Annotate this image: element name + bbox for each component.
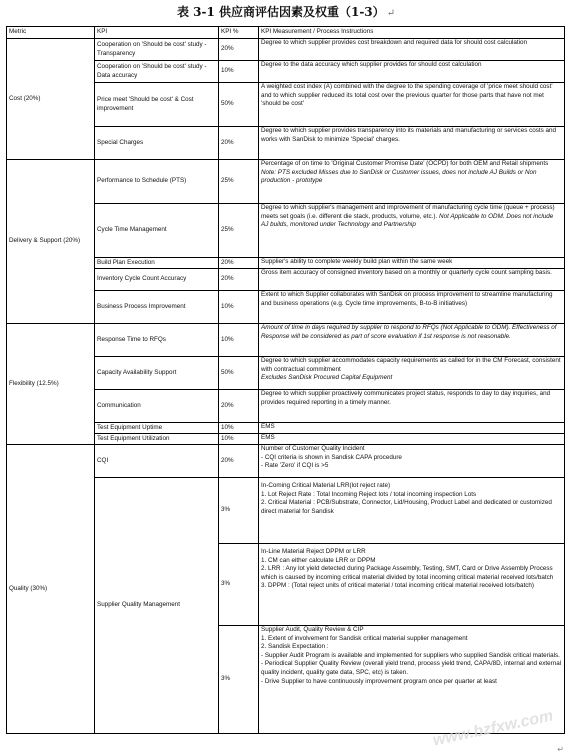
kpi-pct-cell: 3%	[219, 478, 259, 544]
kpi-pct-cell: 20%	[219, 39, 259, 61]
measurement-text: Degree to which supplier's management and improvement of manufacturing cycle time (queue + process) meets set goals (i.e. different die stack, products, volume, etc.).	[261, 204, 555, 220]
metric-cell: Delivery & Support (20%)	[7, 160, 95, 324]
kpi-cell: Build Plan Execution	[95, 258, 219, 269]
measurement-text: Degree to which supplier provides transparency into its materials and manufacturing or services costs and works with SanDisk to minimize 'Special' charges.	[261, 127, 557, 143]
measurement-text: 1. Lot Reject Rate : Total Incoming Reject lots / total incoming inspection Lots	[261, 490, 477, 498]
kpi-cell: Capacity Availability Support	[95, 357, 219, 390]
kpi-cell: CQI	[95, 445, 219, 478]
kpi-pct-cell: 10%	[219, 291, 259, 324]
measurement-cell	[259, 390, 565, 423]
measurement-text: EMS	[261, 423, 275, 430]
kpi-cell: Price meet 'Should be cost' & Cost improvement	[95, 83, 219, 127]
measurement-cell	[259, 478, 565, 544]
measurement-text: EMS	[261, 434, 275, 441]
measurement-text: - CQI criteria is shown in Sandisk CAPA procedure	[261, 453, 402, 461]
metric-cell: Flexibility (12.5%)	[7, 324, 95, 445]
kpi-cell: Test Equipment Utilization	[95, 434, 219, 445]
kpi-pct-cell: 20%	[219, 445, 259, 478]
header-kpi-pct: KPI %	[219, 27, 259, 39]
kpi-cell: Communication	[95, 390, 219, 423]
measurement-text: 3. DPPM : (Total reject units of critical material / total incoming critical material received lots/batch)	[261, 582, 534, 590]
measurement-text: 2. Sandisk Expectation :	[261, 643, 329, 651]
header-kpi: KPI	[95, 27, 219, 39]
measurement-text: 1. Extent of involvement for Sandisk critical material supplier management	[261, 634, 468, 642]
measurement-text: - Supplier Audit Program is available and implemented for suppliers who supplied Sandisk critical materials.	[261, 651, 560, 659]
measurement-cell	[259, 204, 565, 258]
measurement-text: Extent to which Supplier collaborates with SanDisk on process improvement to streamline manufacturing and business operations (e.g. Cycle time improvements, B-to-B initiatives)	[261, 291, 553, 307]
kpi-table	[6, 26, 565, 734]
measurement-cell	[259, 434, 565, 445]
measurement-cell	[259, 61, 565, 83]
measurement-cell	[259, 258, 565, 269]
kpi-cell: Performance to Schedule (PTS)	[95, 160, 219, 204]
measurement-text: Percentage of on time to 'Original Customer Promise Date' (OCPD) for both OEM and Retail shipments	[261, 160, 549, 167]
kpi-pct-cell: 50%	[219, 83, 259, 127]
measurement-cell	[259, 445, 565, 478]
kpi-cell: Response Time to RFQs	[95, 324, 219, 357]
kpi-pct-cell: 20%	[219, 127, 259, 160]
kpi-cell: Business Process Improvement	[95, 291, 219, 324]
measurement-text: Gross item accuracy of consigned inventory based on a monthly or quarterly cycle count sampling basis.	[261, 269, 552, 276]
kpi-pct-cell: 25%	[219, 204, 259, 258]
measurement-text: In-Line Material Reject DPPM or LRR	[261, 548, 366, 555]
kpi-cell: Special Charges	[95, 127, 219, 160]
measurement-cell	[259, 269, 565, 291]
measurement-cell	[259, 544, 565, 626]
measurement-cell	[259, 291, 565, 324]
measurement-text: A weighted cost index (A) combined with the degree to the spending coverage of 'price meet should cost' and to which supplier reduced its total cost over the previous quarter for those parts that have not met 'should be cost'	[261, 83, 553, 108]
kpi-pct-cell: 10%	[219, 61, 259, 83]
measurement-cell	[259, 357, 565, 390]
measurement-text: Supplier's ability to complete weekly build plan within the same week	[261, 258, 453, 265]
measurement-text: 2. Critical Material : PCB/Substrate, Connector, Lid/Housing, Product Label and dedicated or customized direct material for Sandisk	[261, 499, 552, 515]
watermark: www.bzfxw.com	[431, 707, 555, 750]
kpi-pct-cell: 25%	[219, 160, 259, 204]
kpi-pct-cell: 50%	[219, 357, 259, 390]
kpi-cell: Cycle Time Management	[95, 204, 219, 258]
kpi-pct-cell: 20%	[219, 258, 259, 269]
measurement-cell	[259, 39, 565, 61]
measurement-text: - Drive Supplier to have continuously improvement program once per quarter at least	[261, 677, 497, 685]
measurement-cell	[259, 127, 565, 160]
metric-cell: Quality (30%)	[7, 445, 95, 734]
kpi-pct-cell: 10%	[219, 423, 259, 434]
kpi-pct-cell: 10%	[219, 324, 259, 357]
table-row	[7, 324, 565, 357]
measurement-note: Not Applicable to ODM. Does not include AJ builds, monitored under Technology and Partnership	[261, 212, 554, 229]
kpi-pct-cell: 20%	[219, 269, 259, 291]
measurement-text: - Periodical Supplier Quality Review (overall yield trend, process yield trend, CAPA/8D, internal and external quality incident, quality gate data, SPC, etc) is taken.	[261, 660, 562, 676]
measurement-text: Degree to which supplier provides cost breakdown and required data for should cost calculation	[261, 39, 528, 46]
metric-cell: Cost (20%)	[7, 39, 95, 160]
measurement-text: Degree to which supplier proactively communicates project status, responds to day to day inquiries, and provides required reporting in a timely manner.	[261, 390, 551, 406]
kpi-cell: Supplier Quality Management	[95, 478, 219, 734]
table-row	[7, 445, 565, 478]
kpi-pct-cell: 10%	[219, 434, 259, 445]
paragraph-mark-icon: ↵	[386, 8, 396, 19]
measurement-cell	[259, 324, 565, 357]
table-row	[7, 39, 565, 61]
header-metric: Metric	[7, 27, 95, 39]
measurement-note: Note: PTS excluded Misses due to SanDisk or Customer issues, does not include AJ Builds or Non production - prototype	[261, 168, 537, 185]
kpi-cell: Test Equipment Uptime	[95, 423, 219, 434]
table-header-row	[7, 27, 565, 39]
measurement-text: In-Coming Critical Material LRR(lot reject rate)	[261, 482, 391, 489]
kpi-pct-cell: 3%	[219, 626, 259, 734]
kpi-pct-cell: 3%	[219, 544, 259, 626]
measurement-text: Amount of time in days required by supplier to respond to RFQs (Not Applicable to ODM). Effectiveness of Response will be considered as part of score evaluation if 1st response is not reasonable.	[261, 324, 557, 340]
kpi-cell: Cooperation on 'Should be cost' study - Data accuracy	[95, 61, 219, 83]
kpi-pct-cell: 20%	[219, 390, 259, 423]
measurement-text: 1. CM can either calculate LRR or DPPM	[261, 556, 376, 564]
title-text: 表 3-1 供应商评估因素及权重（1-3）	[176, 5, 385, 19]
measurement-cell	[259, 423, 565, 434]
paragraph-mark-icon: ↵	[557, 745, 564, 754]
page-title	[0, 4, 572, 22]
kpi-cell: Cooperation on 'Should be cost' study - Transparency	[95, 39, 219, 61]
measurement-text: 2. LRR : Any lot yield detected during Package Assembly, Testing, SMT, Card or Drive Assembly Process which is caused by incoming critical material divided by total incoming critical material received lots/batch	[261, 565, 554, 581]
measurement-text: Supplier Audit, Quality Review & CIP	[261, 626, 364, 633]
header-measurement: KPI Measurement / Process Instructions	[259, 27, 565, 39]
measurement-cell	[259, 83, 565, 127]
measurement-cell	[259, 160, 565, 204]
measurement-text: - Rate 'Zero' if CQI is >5	[261, 462, 329, 470]
table-row	[7, 160, 565, 204]
kpi-cell: Inventory Cycle Count Accuracy	[95, 269, 219, 291]
measurement-text: Degree to the data accuracy which supplier provides for should cost calculation	[261, 61, 482, 68]
measurement-note: Excludes SanDisk Procured Capital Equipment	[261, 374, 393, 382]
measurement-text: Number of Customer Quality Incident	[261, 445, 365, 452]
measurement-text: Degree to which supplier accommodates capacity requirements as called for in the CM Forecast, consistent with contractual commitment	[261, 357, 561, 373]
